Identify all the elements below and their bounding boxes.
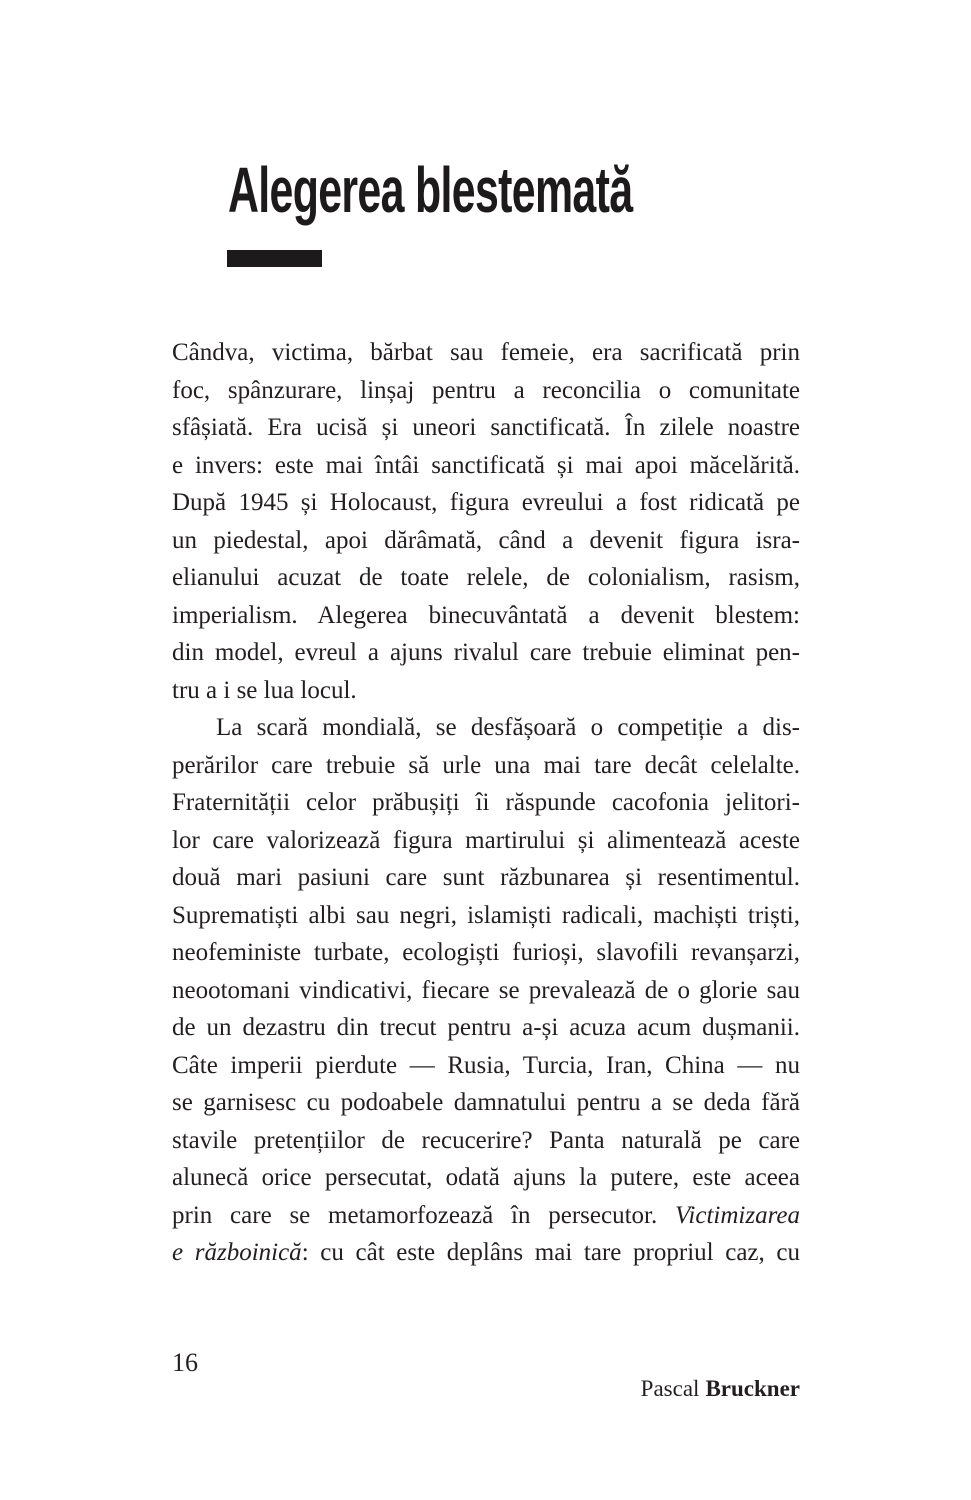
text-line bbox=[172, 447, 800, 485]
text-line bbox=[172, 1197, 800, 1235]
text-line bbox=[172, 1009, 800, 1047]
text-line bbox=[172, 972, 800, 1010]
text-line bbox=[172, 372, 800, 410]
text-line bbox=[172, 409, 800, 447]
text-line bbox=[172, 784, 800, 822]
text-line bbox=[172, 897, 800, 935]
text-segment: imperialism. Alegerea binecuvântată a devenit blestem: bbox=[172, 601, 800, 629]
text-line bbox=[172, 1047, 800, 1085]
text-line bbox=[172, 747, 800, 785]
text-line bbox=[172, 1159, 800, 1197]
text-line bbox=[172, 709, 800, 747]
italic-text-segment: e războinică bbox=[172, 1239, 302, 1266]
text-line bbox=[172, 634, 800, 672]
text-segment: e invers: este mai întâi sanctificată și mai apoi măcelărită. bbox=[172, 451, 800, 479]
text-line bbox=[172, 597, 800, 635]
body-text bbox=[172, 334, 800, 1272]
text-segment: alunecă orice persecutat, odată ajuns la putere, este aceea bbox=[172, 1164, 800, 1191]
text-segment: foc, spânzurare, linșaj pentru a reconcilia o comunitate bbox=[172, 376, 800, 404]
text-segment: prin care se metamorfozează în persecutor. bbox=[172, 1201, 676, 1229]
text-segment: sfâșiată. Era ucisă și uneori sanctificată. În zilele noastre bbox=[172, 414, 800, 441]
text-line bbox=[172, 822, 800, 860]
author-last-name: Bruckner bbox=[705, 1376, 800, 1401]
running-footer bbox=[641, 1377, 800, 1400]
text-line bbox=[172, 484, 800, 522]
text-segment: un piedestal, apoi dărâmată, când a devenit figura isra- bbox=[172, 526, 800, 554]
text-segment: tru a i se lua locul. bbox=[172, 676, 357, 704]
text-line bbox=[172, 559, 800, 597]
text-segment: elianului acuzat de toate relele, de colonialism, rasism, bbox=[172, 564, 800, 591]
title-rule bbox=[227, 250, 322, 267]
text-segment: La scară mondială, se desfășoară o competiție a dis- bbox=[216, 714, 800, 741]
text-segment: Fraternității celor prăbușiți îi răspunde cacofonia jelitori- bbox=[172, 789, 800, 816]
italic-text-segment: Victimizarea bbox=[675, 1201, 800, 1229]
text-segment: neofeministe turbate, ecologiști furioși, slavofili revanșarzi, bbox=[172, 939, 800, 966]
author-first-name: Pascal bbox=[640, 1376, 700, 1401]
text-segment: Câte imperii pierdute — Rusia, Turcia, Iran, China — nu bbox=[172, 1051, 800, 1079]
text-segment: : cu cât este deplâns mai tare propriul caz, cu bbox=[301, 1239, 800, 1266]
text-segment: stavile pretențiilor de recucerire? Panta naturală pe care bbox=[172, 1126, 800, 1154]
text-segment: Cândva, victima, bărbat sau femeie, era sacrificată prin bbox=[172, 339, 800, 366]
chapter-title: Alegerea blestemată bbox=[228, 154, 633, 226]
text-segment: se garnisesc cu podoabele damnatului pentru a se deda fără bbox=[172, 1089, 800, 1116]
text-segment: lor care valorizează figura martirului și alimentează aceste bbox=[172, 826, 800, 854]
text-segment: După 1945 și Holocaust, figura evreului a fost ridicată pe bbox=[172, 489, 800, 516]
text-line bbox=[172, 522, 800, 560]
text-line bbox=[172, 1084, 800, 1122]
text-segment: perărilor care trebuie să urle una mai tare decât celelalte. bbox=[172, 751, 800, 779]
text-segment: neootomani vindicativi, fiecare se prevalează de o glorie sau bbox=[172, 976, 800, 1004]
text-line bbox=[172, 859, 800, 897]
text-segment: din model, evreul a ajuns rivalul care trebuie eliminat pen- bbox=[172, 639, 800, 666]
text-segment: de un dezastru din trecut pentru a-și acuza acum dușmanii. bbox=[172, 1014, 800, 1041]
text-segment: Suprematiști albi sau negri, islamiști radicali, machiști triști, bbox=[172, 901, 800, 929]
text-line bbox=[172, 334, 800, 372]
text-line bbox=[172, 1122, 800, 1160]
text-line bbox=[172, 934, 800, 972]
text-line bbox=[172, 672, 800, 710]
page-number: 16 bbox=[172, 1348, 198, 1377]
text-segment: două mari pasiuni care sunt răzbunarea și resentimentul. bbox=[172, 864, 800, 891]
text-line bbox=[172, 1234, 800, 1272]
